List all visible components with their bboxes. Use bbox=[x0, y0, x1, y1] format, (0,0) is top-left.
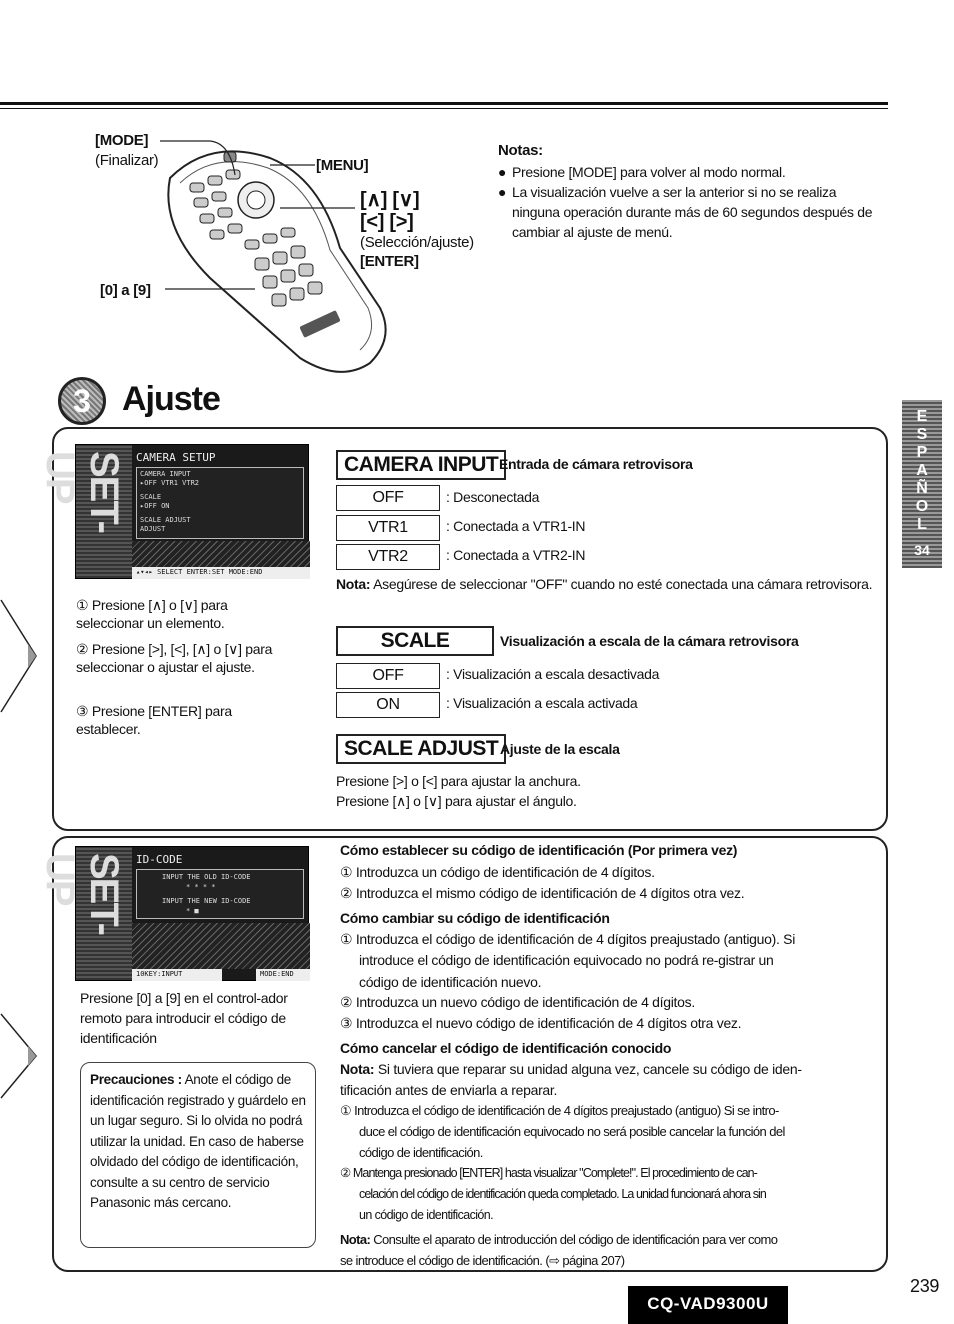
notes-item: ● La visualización vuelve a ser la anterior si no se realiza ninguna operación durante más de 60 segundos después de cambiar al ajuste de menú. bbox=[498, 184, 873, 240]
language-side-tab bbox=[902, 400, 942, 568]
id-cancel-item: código de identificación. bbox=[359, 1145, 483, 1160]
id-cancel-item: ① Introduzca el código de identificación de 4 dígitos preajustado (antiguo) Si se intro- bbox=[340, 1103, 779, 1118]
id-change-item: ③ Introduzca el nuevo código de identificación de 4 dígitos otra vez. bbox=[340, 1015, 742, 1031]
select-sub: (Selección/ajuste) bbox=[360, 234, 474, 251]
id-first-item: ① Introduzca un código de identificación de 4 dígitos. bbox=[340, 864, 655, 880]
option-box: OFF bbox=[336, 663, 440, 689]
option-box: VTR1 bbox=[336, 515, 440, 541]
id-cancel-heading: Cómo cancelar el código de identificación conocido bbox=[340, 1040, 672, 1056]
camera-input-note: Nota: Asegúrese de seleccionar "OFF" cuando no esté conectada una cámara retrovisora. bbox=[336, 576, 873, 592]
digits-label: [0] a [9] bbox=[100, 282, 151, 299]
side-tab-number: 34 bbox=[914, 542, 930, 558]
scale-adjust-line1: Presione [>] o [<] para ajustar la anchura. bbox=[336, 773, 581, 789]
screen-title: ID-CODE bbox=[136, 853, 183, 866]
id-cancel-note2: se introduce el código de identificación. (⇨ página 207) bbox=[340, 1253, 625, 1268]
option-box: OFF bbox=[336, 485, 440, 511]
notes-item: ● Presione [MODE] para volver al modo normal. bbox=[498, 164, 786, 180]
screen-line: ADJUST bbox=[140, 525, 166, 533]
camera-input-heading: CAMERA INPUT bbox=[336, 450, 506, 480]
id-first-heading: Cómo establecer su código de identificación (Por primera vez) bbox=[340, 842, 738, 858]
side-tab-letter: L bbox=[917, 516, 927, 533]
id-change-heading: Cómo cambiar su código de identificación bbox=[340, 910, 610, 926]
side-tab-letter: P bbox=[916, 444, 928, 461]
screen-hatch bbox=[132, 923, 310, 969]
notes bbox=[498, 142, 878, 242]
idcode-intro: Presione [0] a [9] en el control-ador remoto para introducir el código de identificación bbox=[80, 990, 288, 1046]
screen-line: CAMERA INPUT bbox=[140, 470, 191, 478]
side-tab-letter: Ñ bbox=[916, 480, 928, 497]
side-tab-letter: E bbox=[916, 408, 928, 425]
setup-side-text: SET-UP bbox=[38, 853, 126, 934]
top-rule-thin bbox=[0, 108, 888, 109]
enter-label: [ENTER] bbox=[360, 253, 419, 270]
id-first-item: ② Introduzca el mismo código de identificación de 4 dígitos otra vez. bbox=[340, 885, 745, 901]
screen-line: * * * * bbox=[186, 883, 216, 891]
screen-line: SCALE ADJUST bbox=[140, 516, 191, 524]
id-cancel-note: tificación antes de enviarla a reparar. bbox=[340, 1082, 558, 1098]
camera-setup-screen bbox=[38, 444, 309, 579]
screen-line: INPUT THE NEW ID-CODE bbox=[162, 897, 251, 905]
precautions-text: Precauciones : Anote el código de identificación registrado y guárdelo en un lugar seguro. Si lo olvida no podrá utilizar la unidad. En caso de haberse olvidado del código de identificación, consulte a su centro de servicio Panasonic más cercano. bbox=[90, 1072, 306, 1210]
id-change-item: ① Introduzca el código de identificación de 4 dígitos preajustado (antiguo). Si bbox=[340, 931, 796, 947]
scale-adjust-heading: SCALE ADJUST bbox=[336, 734, 506, 764]
step-3: ③ Presione [ENTER] para establecer. bbox=[76, 703, 232, 737]
side-tab-letter: O bbox=[915, 498, 929, 515]
screen-title: CAMERA SETUP bbox=[136, 451, 216, 464]
screen-line: SCALE bbox=[140, 493, 162, 501]
camera-input-sub: Entrada de cámara retrovisora bbox=[499, 456, 693, 472]
page-number: 239 bbox=[910, 1276, 940, 1296]
idcode-screen bbox=[38, 846, 309, 981]
screen-line: ▸OFF ON bbox=[140, 502, 170, 510]
notes-title: Notas: bbox=[498, 142, 543, 159]
screen-footer-left: 10KEY:INPUT bbox=[132, 969, 222, 981]
step-2: ② Presione [>], [<], [∧] o [∨] para seleccionar o ajustar el ajuste. bbox=[76, 641, 273, 675]
option-desc: : Conectada a VTR2-IN bbox=[446, 547, 586, 563]
option-box: ON bbox=[336, 692, 440, 718]
option-desc: : Visualización a escala desactivada bbox=[446, 666, 660, 682]
mode-label: [MODE] bbox=[95, 132, 149, 149]
setup-side-text: SET-UP bbox=[38, 451, 126, 532]
option-desc: : Visualización a escala activada bbox=[446, 695, 638, 711]
id-cancel-note2: Nota: Consulte el aparato de introducción del código de identificación para ver como bbox=[340, 1232, 778, 1247]
id-cancel-item: duce el código de identificación equivocado no será posible cancelar la función del bbox=[359, 1124, 785, 1139]
mode-sub: (Finalizar) bbox=[95, 152, 159, 169]
step-1: ① Presione [∧] o [∨] para seleccionar un elemento. bbox=[76, 597, 228, 631]
id-cancel-item: celación del código de identificación queda completado. La unidad funcionará ahora sin bbox=[359, 1187, 766, 1201]
id-change-item: introduce el código de identificación equivocado no podrá re-gistrar un bbox=[359, 952, 774, 968]
scale-adjust-line2: Presione [∧] o [∨] para ajustar el ángulo. bbox=[336, 793, 577, 809]
section-number-badge: 3 bbox=[58, 377, 106, 425]
id-cancel-note: Nota: Si tuviera que reparar su unidad alguna vez, cancele su código de iden- bbox=[340, 1061, 802, 1077]
screen-hatch bbox=[132, 541, 310, 567]
option-desc: : Desconectada bbox=[446, 489, 540, 505]
section-title: Ajuste bbox=[122, 380, 220, 418]
screen-line: ▸OFF VTR1 VTR2 bbox=[140, 479, 200, 487]
id-change-item: código de identificación nuevo. bbox=[359, 974, 542, 990]
side-tab-letter: S bbox=[916, 426, 928, 443]
screen-line: INPUT THE OLD ID-CODE bbox=[162, 873, 251, 881]
top-rule bbox=[0, 102, 888, 105]
screen-footer-right: MODE:END bbox=[256, 969, 310, 981]
leftright-label: [<] [>] bbox=[360, 211, 414, 233]
arrow-marker bbox=[0, 598, 40, 718]
screen-line: * ■ bbox=[186, 907, 199, 915]
id-cancel-item: un código de identificación. bbox=[359, 1208, 493, 1222]
screen-footer: ▴▾◂▸ SELECT ENTER:SET MODE:END bbox=[132, 567, 310, 579]
updown-label: [∧] [∨] bbox=[360, 189, 420, 211]
option-box: VTR2 bbox=[336, 544, 440, 570]
scale-heading: SCALE bbox=[336, 626, 494, 656]
arrow-marker bbox=[0, 1012, 40, 1102]
scale-adjust-sub: Ajuste de la escala bbox=[500, 741, 620, 757]
side-tab-letter: A bbox=[916, 462, 928, 479]
option-desc: : Conectada a VTR1-IN bbox=[446, 518, 586, 534]
id-cancel-item: ② Mantenga presionado [ENTER] hasta visualizar "Complete!". El procedimiento de can- bbox=[340, 1166, 757, 1180]
id-change-item: ② Introduzca un nuevo código de identificación de 4 dígitos. bbox=[340, 994, 695, 1010]
scale-sub: Visualización a escala de la cámara retrovisora bbox=[500, 633, 799, 649]
model-name: CQ-VAD9300U bbox=[628, 1286, 788, 1324]
menu-label: [MENU] bbox=[316, 157, 369, 174]
